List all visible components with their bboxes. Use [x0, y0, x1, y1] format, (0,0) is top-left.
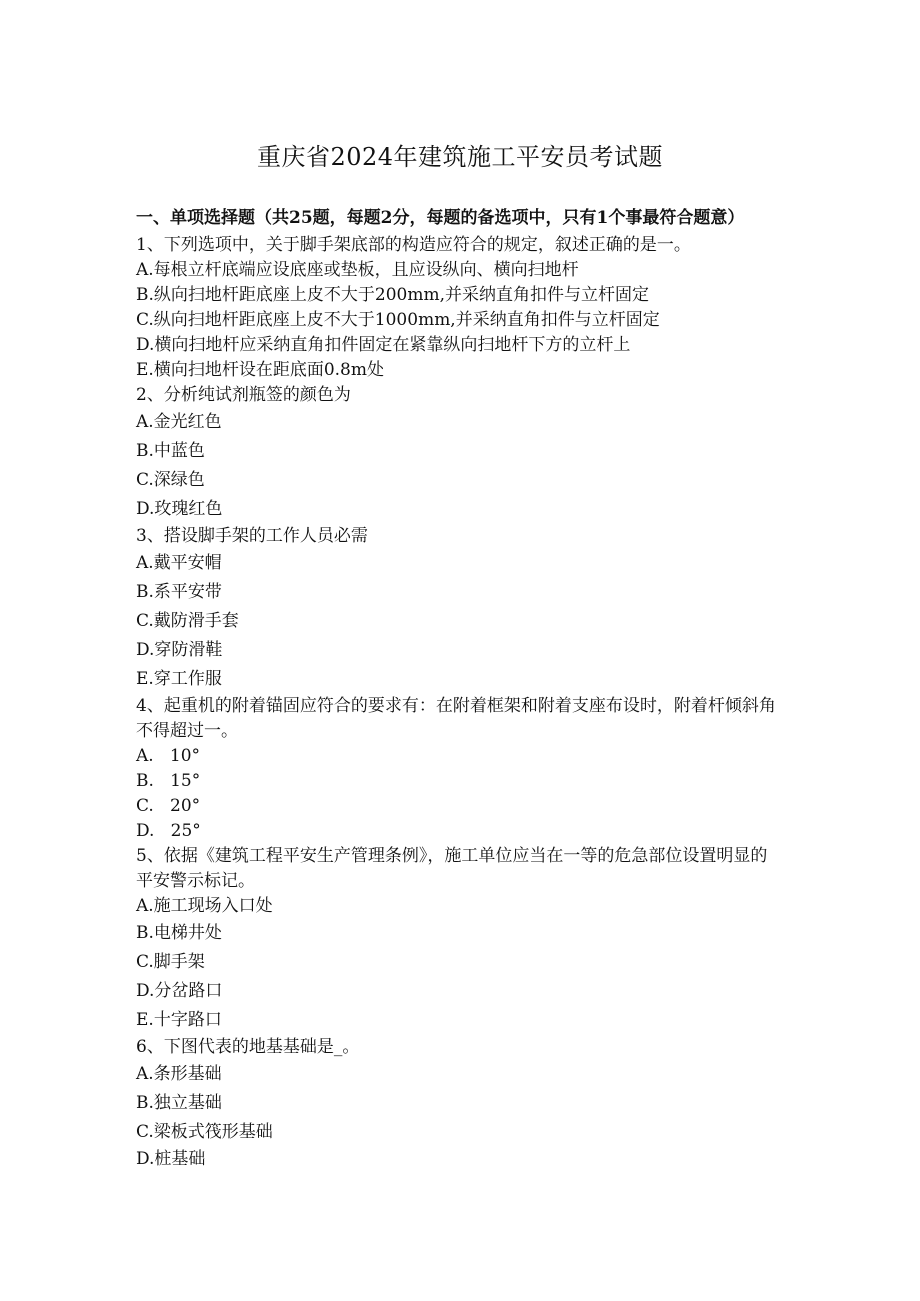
option-d: D. 25° — [136, 821, 201, 841]
question-3 — [136, 524, 784, 694]
option-c: C.梁板式筏形基础 — [136, 1122, 273, 1142]
option-b: B.电梯井处 — [136, 923, 222, 943]
option-d: D.分岔路口 — [136, 981, 223, 1001]
option-c: C.脚手架 — [136, 952, 205, 972]
option-d: D.横向扫地杆应采纳直角扣件固定在紧靠纵向扫地杆下方的立杆上 — [136, 335, 631, 355]
option-a: A. 10° — [136, 746, 201, 766]
option-c: C. 20° — [136, 796, 201, 816]
option-c: C.戴防滑手套 — [136, 611, 239, 631]
question-2 — [136, 383, 784, 524]
section-heading: 一、单项选择题（共25题，每题2分，每题的备选项中，只有1个事最符合题意） — [136, 208, 745, 228]
question-stem: 3、搭设脚手架的工作人员必需 — [136, 526, 368, 546]
option-e: E.横向扫地杆设在距底面0.8m处 — [136, 360, 384, 380]
option-d: D.桩基础 — [136, 1149, 206, 1169]
question-6 — [136, 1035, 784, 1172]
option-d: D.玫瑰红色 — [136, 499, 223, 519]
option-a: A.每根立杆底端应设底座或垫板，且应设纵向、横向扫地杆 — [136, 260, 579, 280]
option-a: A.戴平安帽 — [136, 553, 222, 573]
question-1 — [136, 233, 784, 383]
option-b: B. 15° — [136, 771, 201, 791]
option-a: A.金光红色 — [136, 412, 222, 432]
question-4 — [136, 694, 784, 844]
option-b: B.中蓝色 — [136, 441, 205, 461]
option-b: B.系平安带 — [136, 582, 222, 602]
question-stem: 2、分析纯试剂瓶签的颜色为 — [136, 385, 351, 405]
option-a: A.条形基础 — [136, 1064, 222, 1084]
question-5 — [136, 844, 784, 1035]
question-stem: 1、下列选项中，关于脚手架底部的构造应符合的规定，叙述正确的是一。 — [136, 235, 691, 255]
option-e: E.穿工作服 — [136, 669, 222, 689]
option-d: D.穿防滑鞋 — [136, 640, 223, 660]
option-c: C.纵向扫地杆距底座上皮不大于1000mm,并采纳直角扣件与立杆固定 — [136, 310, 660, 330]
document-title: 重庆省2024年建筑施工平安员考试题 — [256, 143, 664, 171]
question-stem: 4、起重机的附着锚固应符合的要求有：在附着框架和附着支座布设时，附着杆倾斜角不得超过一。 — [136, 696, 776, 741]
option-b: B.纵向扫地杆距底座上皮不大于200mm,并采纳直角扣件与立杆固定 — [136, 285, 649, 305]
document-body — [136, 206, 784, 1172]
option-b: B.独立基础 — [136, 1093, 222, 1113]
option-c: C.深绿色 — [136, 470, 205, 490]
question-stem: 6、下图代表的地基基础是_。 — [136, 1037, 360, 1057]
option-e: E.十字路口 — [136, 1010, 222, 1030]
question-stem: 5、依据《建筑工程平安生产管理条例》，施工单位应当在一等的危急部位设置明显的平安警示标记。 — [136, 846, 768, 891]
option-a: A.施工现场入口处 — [136, 896, 273, 916]
